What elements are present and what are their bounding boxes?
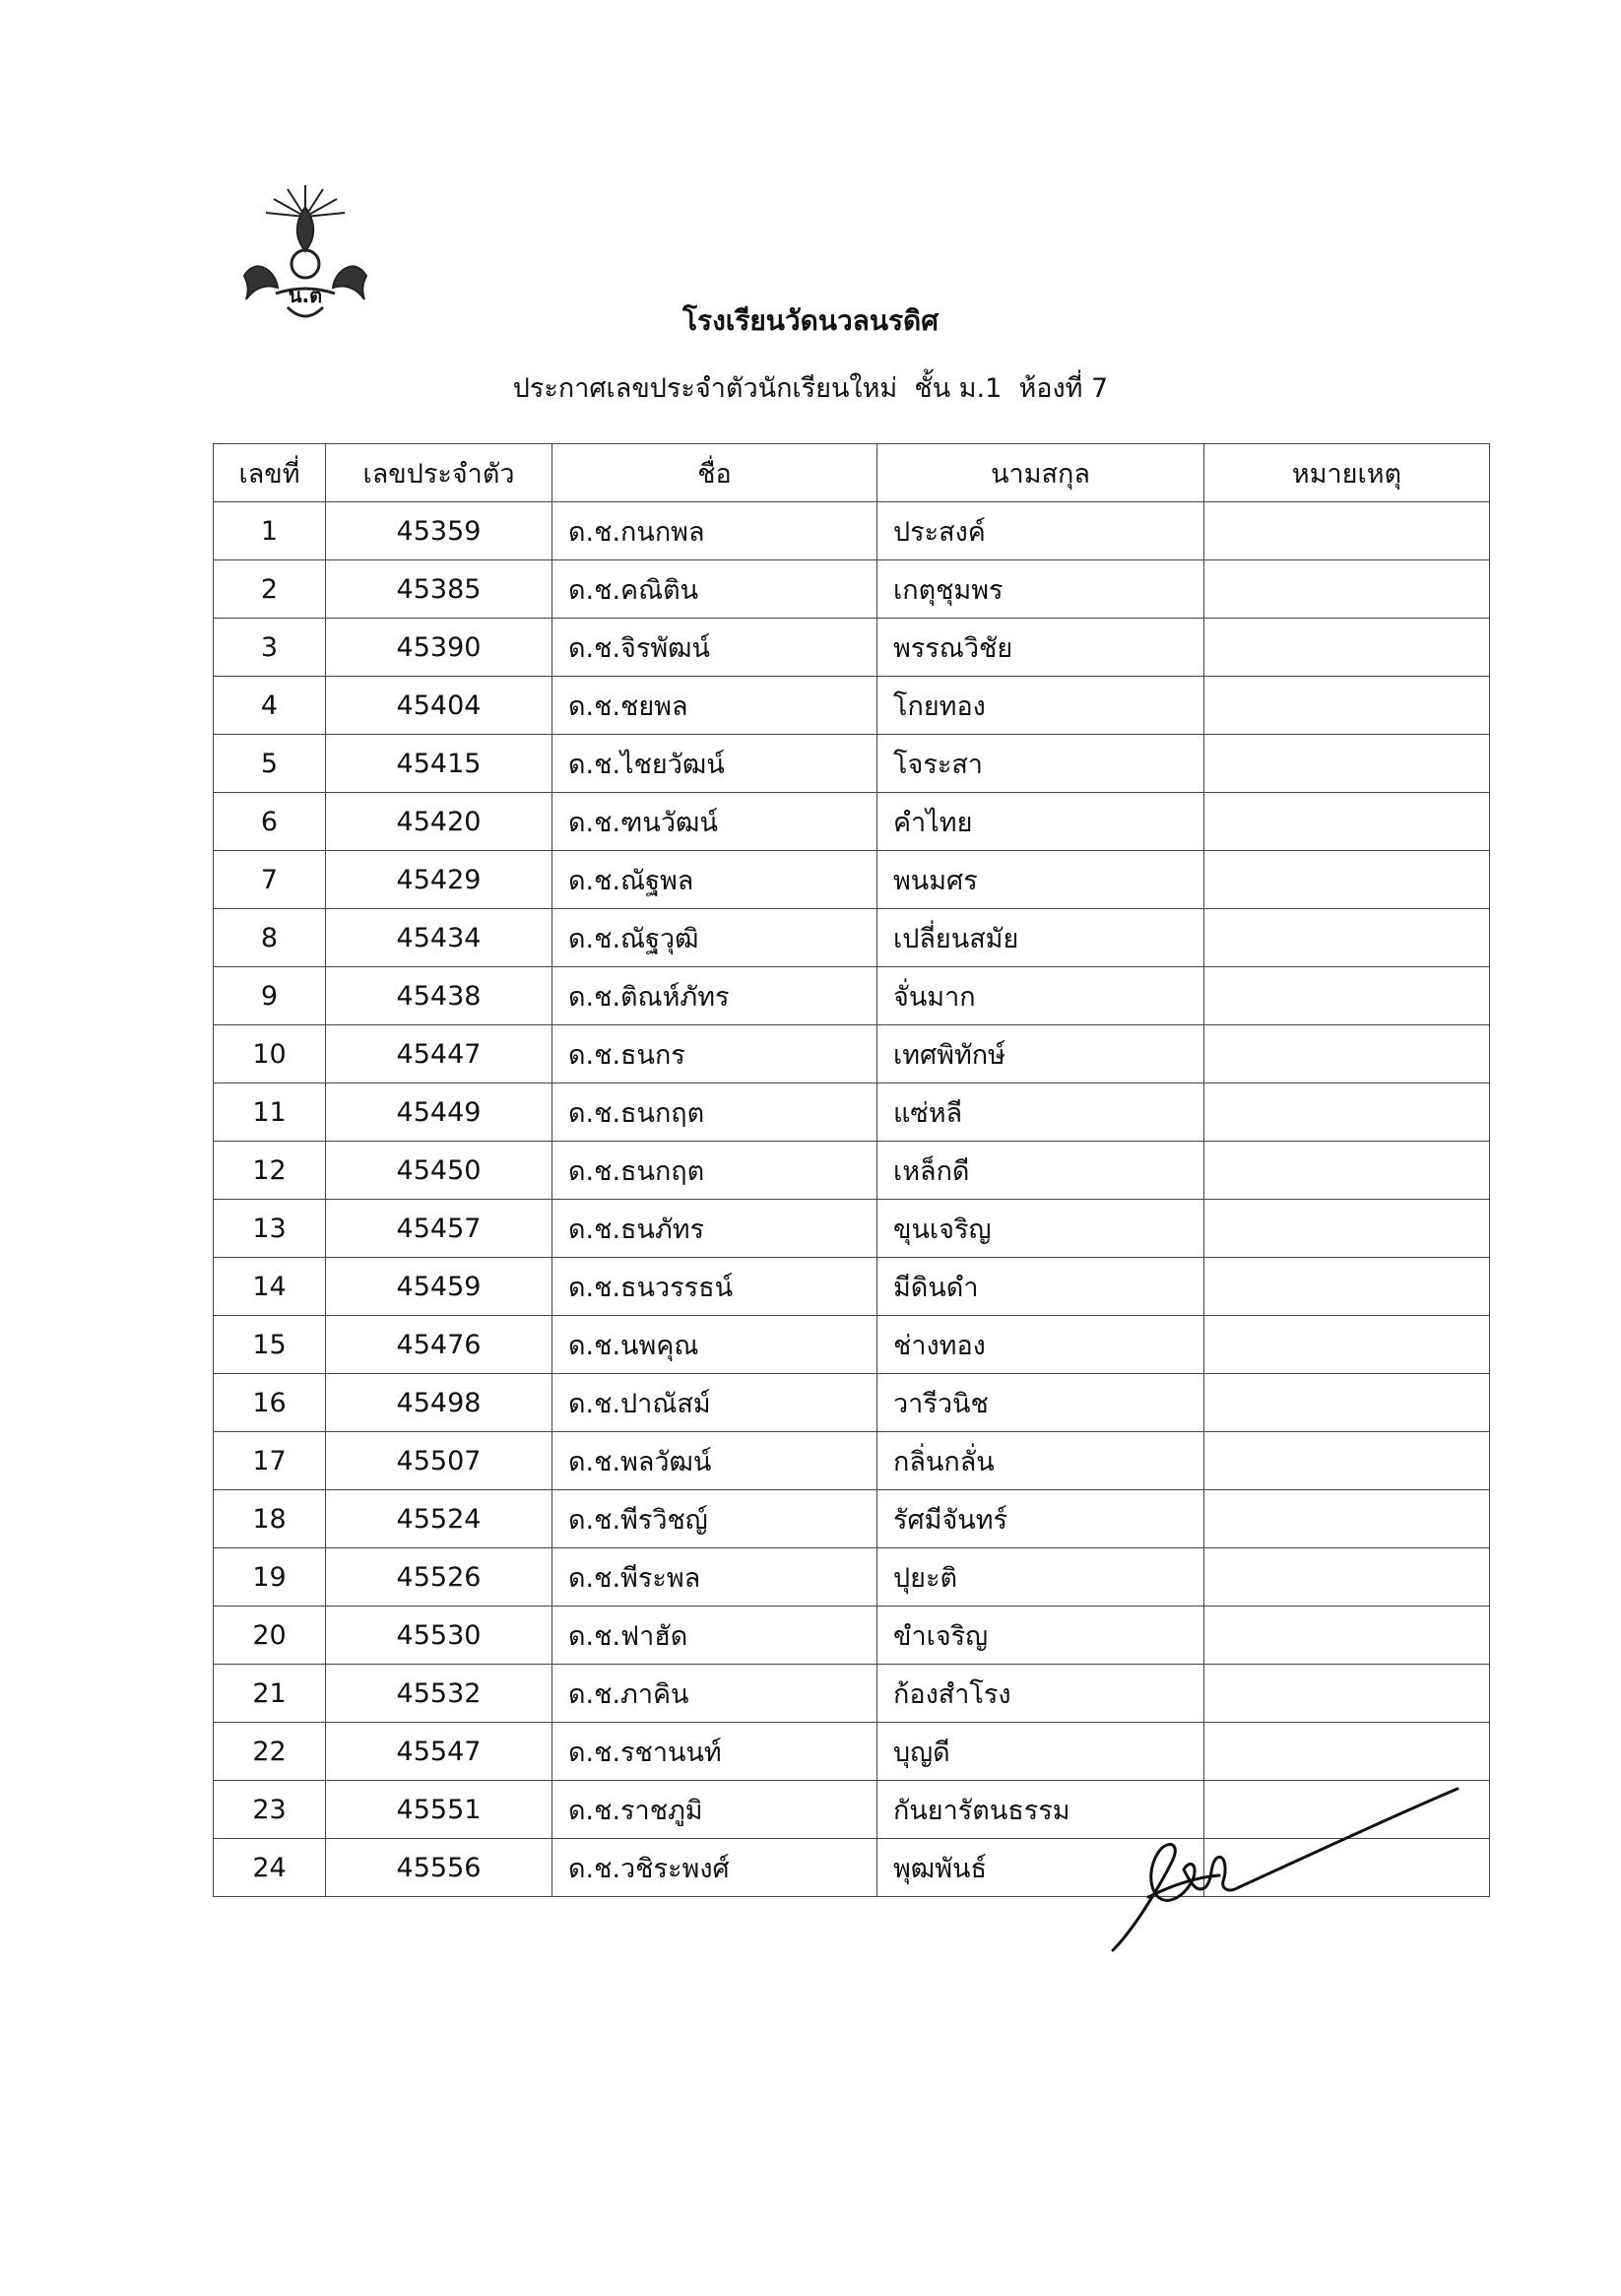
table-row: [214, 851, 1490, 909]
cell-number: 12: [214, 1142, 326, 1200]
cell-student-id: 45459: [326, 1258, 552, 1316]
cell-remarks: [1204, 619, 1490, 677]
cell-remarks: [1204, 1723, 1490, 1781]
cell-number: 9: [214, 967, 326, 1025]
cell-first-name: ด.ช.ธนวรรธน์: [552, 1258, 877, 1316]
cell-last-name: ขุนเจริญ: [877, 1200, 1204, 1258]
cell-number: 16: [214, 1374, 326, 1432]
cell-first-name: ด.ช.ชยพล: [552, 677, 877, 735]
cell-first-name: ด.ช.ราชภูมิ: [552, 1781, 877, 1839]
cell-last-name: ปุยะติ: [877, 1548, 1204, 1607]
cell-last-name: เปลี่ยนสมัย: [877, 909, 1204, 967]
table-row: [214, 560, 1490, 619]
cell-first-name: ด.ช.วชิระพงศ์: [552, 1839, 877, 1897]
signature-mark: [1103, 1783, 1467, 1960]
cell-first-name: ด.ช.พีระพล: [552, 1548, 877, 1607]
table-row: [214, 1083, 1490, 1142]
cell-student-id: 45476: [326, 1316, 552, 1374]
cell-remarks: [1204, 677, 1490, 735]
cell-number: 6: [214, 793, 326, 851]
cell-number: 20: [214, 1607, 326, 1665]
cell-last-name: โจระสา: [877, 735, 1204, 793]
school-name-heading: โรงเรียนวัดนวลนรดิศ: [682, 304, 939, 337]
cell-last-name: ประสงค์: [877, 502, 1204, 560]
cell-student-id: 45547: [326, 1723, 552, 1781]
cell-remarks: [1204, 1432, 1490, 1490]
cell-first-name: ด.ช.พลวัฒน์: [552, 1432, 877, 1490]
table-row: [214, 1142, 1490, 1200]
table-row: [214, 677, 1490, 735]
cell-student-id: 45507: [326, 1432, 552, 1490]
student-roster-table: [213, 443, 1490, 1897]
cell-remarks: [1204, 909, 1490, 967]
cell-student-id: 45429: [326, 851, 552, 909]
cell-student-id: 45385: [326, 560, 552, 619]
cell-student-id: 45450: [326, 1142, 552, 1200]
cell-last-name: รัศมีจันทร์: [877, 1490, 1204, 1548]
cell-student-id: 45447: [326, 1025, 552, 1083]
table-row: [214, 909, 1490, 967]
cell-number: 17: [214, 1432, 326, 1490]
table-row: [214, 1316, 1490, 1374]
table-row: [214, 1432, 1490, 1490]
cell-remarks: [1204, 1607, 1490, 1665]
table-row: [214, 1200, 1490, 1258]
cell-student-id: 45526: [326, 1548, 552, 1607]
cell-number: 22: [214, 1723, 326, 1781]
cell-remarks: [1204, 502, 1490, 560]
cell-number: 2: [214, 560, 326, 619]
cell-student-id: 45498: [326, 1374, 552, 1432]
table-row: [214, 1665, 1490, 1723]
cell-student-id: 45415: [326, 735, 552, 793]
cell-first-name: ด.ช.ภาคิน: [552, 1665, 877, 1723]
cell-remarks: [1204, 1142, 1490, 1200]
column-header-last-name: นามสกุล: [877, 444, 1204, 502]
cell-remarks: [1204, 1548, 1490, 1607]
table-row: [214, 1025, 1490, 1083]
cell-last-name: พรรณวิชัย: [877, 619, 1204, 677]
cell-remarks: [1204, 1374, 1490, 1432]
cell-number: 8: [214, 909, 326, 967]
cell-student-id: 45404: [326, 677, 552, 735]
column-header-first-name: ชื่อ: [552, 444, 877, 502]
table-row: [214, 619, 1490, 677]
cell-last-name: ช่างทอง: [877, 1316, 1204, 1374]
cell-remarks: [1204, 1025, 1490, 1083]
table-row: [214, 735, 1490, 793]
cell-number: 23: [214, 1781, 326, 1839]
cell-first-name: ด.ช.นพคุณ: [552, 1316, 877, 1374]
column-header-remarks: หมายเหตุ: [1204, 444, 1490, 502]
cell-number: 11: [214, 1083, 326, 1142]
cell-remarks: [1204, 1316, 1490, 1374]
cell-last-name: เทศพิทักษ์: [877, 1025, 1204, 1083]
cell-number: 5: [214, 735, 326, 793]
cell-student-id: 45420: [326, 793, 552, 851]
cell-number: 3: [214, 619, 326, 677]
cell-remarks: [1204, 735, 1490, 793]
cell-student-id: 45434: [326, 909, 552, 967]
cell-last-name: คำไทย: [877, 793, 1204, 851]
cell-remarks: [1204, 1200, 1490, 1258]
cell-number: 19: [214, 1548, 326, 1607]
cell-first-name: ด.ช.กนกพล: [552, 502, 877, 560]
cell-first-name: ด.ช.ปาณัสม์: [552, 1374, 877, 1432]
cell-number: 14: [214, 1258, 326, 1316]
cell-last-name: โกยทอง: [877, 677, 1204, 735]
cell-student-id: 45551: [326, 1781, 552, 1839]
cell-number: 15: [214, 1316, 326, 1374]
cell-remarks: [1204, 1258, 1490, 1316]
table-row: [214, 793, 1490, 851]
cell-last-name: กลิ่นกลั่น: [877, 1432, 1204, 1490]
cell-first-name: ด.ช.ธนกร: [552, 1025, 877, 1083]
cell-number: 21: [214, 1665, 326, 1723]
cell-last-name: พนมศร: [877, 851, 1204, 909]
cell-student-id: 45449: [326, 1083, 552, 1142]
announcement-subtitle: ประกาศเลขประจำตัวนักเรียนใหม่ ชั้น ม.1 ห้องที่ 7: [512, 373, 1109, 404]
table-row: [214, 1607, 1490, 1665]
cell-student-id: 45532: [326, 1665, 552, 1723]
cell-first-name: ด.ช.ธนกฤต: [552, 1083, 877, 1142]
cell-number: 18: [214, 1490, 326, 1548]
cell-last-name: วารีวนิช: [877, 1374, 1204, 1432]
roster-body: [214, 502, 1490, 1897]
cell-first-name: ด.ช.ณัฐวุฒิ: [552, 909, 877, 967]
cell-remarks: [1204, 793, 1490, 851]
cell-remarks: [1204, 560, 1490, 619]
cell-first-name: ด.ช.ธนภัทร: [552, 1200, 877, 1258]
cell-first-name: ด.ช.ณัฐพล: [552, 851, 877, 909]
table-row: [214, 1548, 1490, 1607]
cell-first-name: ด.ช.ธนกฤต: [552, 1142, 877, 1200]
cell-remarks: [1204, 1665, 1490, 1723]
cell-last-name: แซ่หลี: [877, 1083, 1204, 1142]
cell-remarks: [1204, 1490, 1490, 1548]
cell-last-name: จั่นมาก: [877, 967, 1204, 1025]
cell-number: 10: [214, 1025, 326, 1083]
cell-number: 24: [214, 1839, 326, 1897]
cell-remarks: [1204, 1083, 1490, 1142]
table-row: [214, 967, 1490, 1025]
cell-student-id: 45556: [326, 1839, 552, 1897]
cell-first-name: ด.ช.คณิติน: [552, 560, 877, 619]
cell-student-id: 45390: [326, 619, 552, 677]
cell-first-name: ด.ช.ติณห์ภัทร: [552, 967, 877, 1025]
cell-first-name: ด.ช.ฟาฮัด: [552, 1607, 877, 1665]
cell-student-id: 45438: [326, 967, 552, 1025]
cell-student-id: 45524: [326, 1490, 552, 1548]
cell-first-name: ด.ช.พีรวิชญ์: [552, 1490, 877, 1548]
cell-last-name: บุญดี: [877, 1723, 1204, 1781]
cell-remarks: [1204, 967, 1490, 1025]
cell-first-name: ด.ช.ไชยวัฒน์: [552, 735, 877, 793]
table-row: [214, 1490, 1490, 1548]
cell-number: 4: [214, 677, 326, 735]
cell-student-id: 45457: [326, 1200, 552, 1258]
cell-last-name: มีดินดำ: [877, 1258, 1204, 1316]
cell-number: 13: [214, 1200, 326, 1258]
cell-number: 1: [214, 502, 326, 560]
table-row: [214, 502, 1490, 560]
cell-last-name: เหล็กดี: [877, 1142, 1204, 1200]
table-header-row: [214, 444, 1490, 502]
cell-last-name: พุฒพันธ์: [877, 1839, 1204, 1897]
column-header-number: เลขที่: [214, 444, 326, 502]
cell-last-name: ขำเจริญ: [877, 1607, 1204, 1665]
table-row: [214, 1258, 1490, 1316]
column-header-student-id: เลขประจำตัว: [326, 444, 552, 502]
cell-first-name: ด.ช.จิรพัฒน์: [552, 619, 877, 677]
cell-first-name: ด.ช.รชานนท์: [552, 1723, 877, 1781]
cell-student-id: 45359: [326, 502, 552, 560]
cell-remarks: [1204, 851, 1490, 909]
emblem-lettering: น.ต: [288, 284, 323, 307]
cell-last-name: เกตุชุมพร: [877, 560, 1204, 619]
cell-student-id: 45530: [326, 1607, 552, 1665]
table-row: [214, 1723, 1490, 1781]
cell-last-name: กันยารัตนธรรม: [877, 1781, 1204, 1839]
cell-number: 7: [214, 851, 326, 909]
cell-first-name: ด.ช.ฑนวัฒน์: [552, 793, 877, 851]
cell-last-name: ก้องสำโรง: [877, 1665, 1204, 1723]
table-row: [214, 1374, 1490, 1432]
